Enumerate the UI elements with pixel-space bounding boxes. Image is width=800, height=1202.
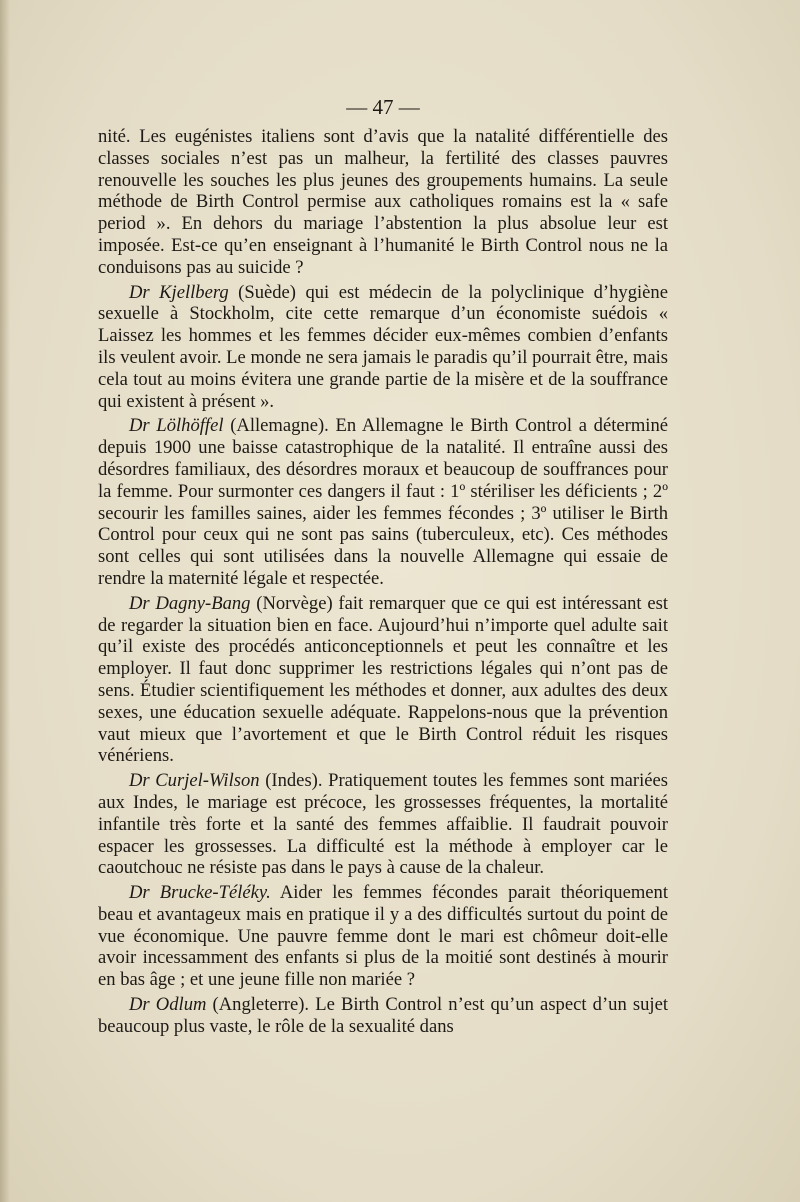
- paragraph-dagny-bang: [98, 593, 668, 767]
- paragraph-text: (Indes). Pratiquement toutes les femmes sont mariées aux Indes, le mariage est précoce, les grossesses fréquentes, la mortalité infantile très forte et la santé des femmes affaiblie. Il faudrait pouvoir espacer les grossesses. La difficulté est la méthode à employer car le caoutchouc ne résiste pas dans le pays à cause de la chaleur.: [98, 770, 668, 879]
- paragraph-text: (Suède) qui est médecin de la polyclinique d’hygiène sexuelle à Stockholm, cite cette remarque d’un économiste suédois « Laissez les hommes et les femmes décider eux-mêmes combien d’enfants ils veulent avoir. Le monde ne sera jamais le paradis qu’il pourrait être, mais cela tout au moins évitera une grande partie de la misère et de la souffrance qui existent à présent ».: [98, 281, 668, 412]
- paragraph-brucke-teleky: [98, 882, 668, 991]
- paragraph-text: Aider les femmes fécondes parait théoriquement beau et avantageux mais en pratique il y a des difficultés surtout du point de vue économique. Une pauvre femme dont le mari est chômeur doit-elle avoir incessamment des enfants si plus de la moitié sont destinés à mourir en bas âge ; et une jeune fille non mariée ?: [98, 882, 668, 991]
- document-page: [98, 92, 668, 1041]
- page-binding-edge: [0, 0, 10, 1202]
- paragraph-text: (Norvège) fait remarquer que ce qui est intéressant est de regarder la situation bien en face. Aujourd’hui n’importe quel adulte sait qu’il existe des procédés anticonceptionnels et peut les connaître et les employer. Il faut donc supprimer les restrictions légales qui n’ont pas de sens. Étudier scientifiquement les méthodes et donner, aux adultes des deux sexes, une éducation sexuelle adéquate. Rappelons-nous que la prévention vaut mieux que l’avortement et que le Birth Control réduit les risques vénériens.: [98, 592, 669, 767]
- paragraph-curjel-wilson: [98, 770, 668, 879]
- paragraph-text: (Angleterre). Le Birth Control n’est qu’un aspect d’un sujet beaucoup plus vaste, le rôle de la sexualité dans: [98, 994, 668, 1037]
- speaker-name: Dr Odlum: [129, 994, 207, 1016]
- body-text: [98, 126, 668, 1038]
- paragraph-text: nité. Les eugénistes italiens sont d’avis que la natalité différentielle des classes sociales n’est pas un malheur, la fertilité des classes pauvres renouvelle les souches les plus jeunes des groupements humains. La seule méthode de Birth Control permise aux catholiques romains est la « safe period ». En dehors du mariage l’abstention la plus absolue leur est imposée. Est-ce qu’en enseignant à l’humanité le Birth Control nous ne la conduisons pas au suicide ?: [98, 126, 668, 278]
- speaker-name: Dr Dagny-Bang: [129, 592, 251, 614]
- paragraph-kjellberg: [98, 282, 668, 413]
- speaker-name: Dr Curjel-Wilson: [129, 770, 260, 792]
- paragraph-lolhoffel: [98, 415, 668, 589]
- speaker-name: Dr Lölhöffel: [129, 415, 224, 437]
- speaker-name: Dr Kjellberg: [129, 281, 229, 303]
- paragraph-odlum: [98, 994, 668, 1038]
- page-number: — 47 —: [346, 95, 420, 119]
- paragraph-text: (Allemagne). En Allemagne le Birth Control a déterminé depuis 1900 une baisse catastrophique de la natalité. Il entraîne aussi des désordres familiaux, des désordres moraux et beaucoup de souffrances pour la femme. Pour surmonter ces dangers il faut : 1º stériliser les déficients ; 2º secourir les familles saines, aider les femmes fécondes ; 3º utiliser le Birth Control pour ceux qui ne sont pas sains (tuberculeux, etc). Ces méthodes sont celles qui sont utilisées dans la nouvelle Allemagne qui essaie de rendre la maternité légale et respectée.: [98, 415, 668, 589]
- paragraph-continuation: [98, 126, 668, 279]
- speaker-name: Dr Brucke-Téléky.: [129, 882, 271, 904]
